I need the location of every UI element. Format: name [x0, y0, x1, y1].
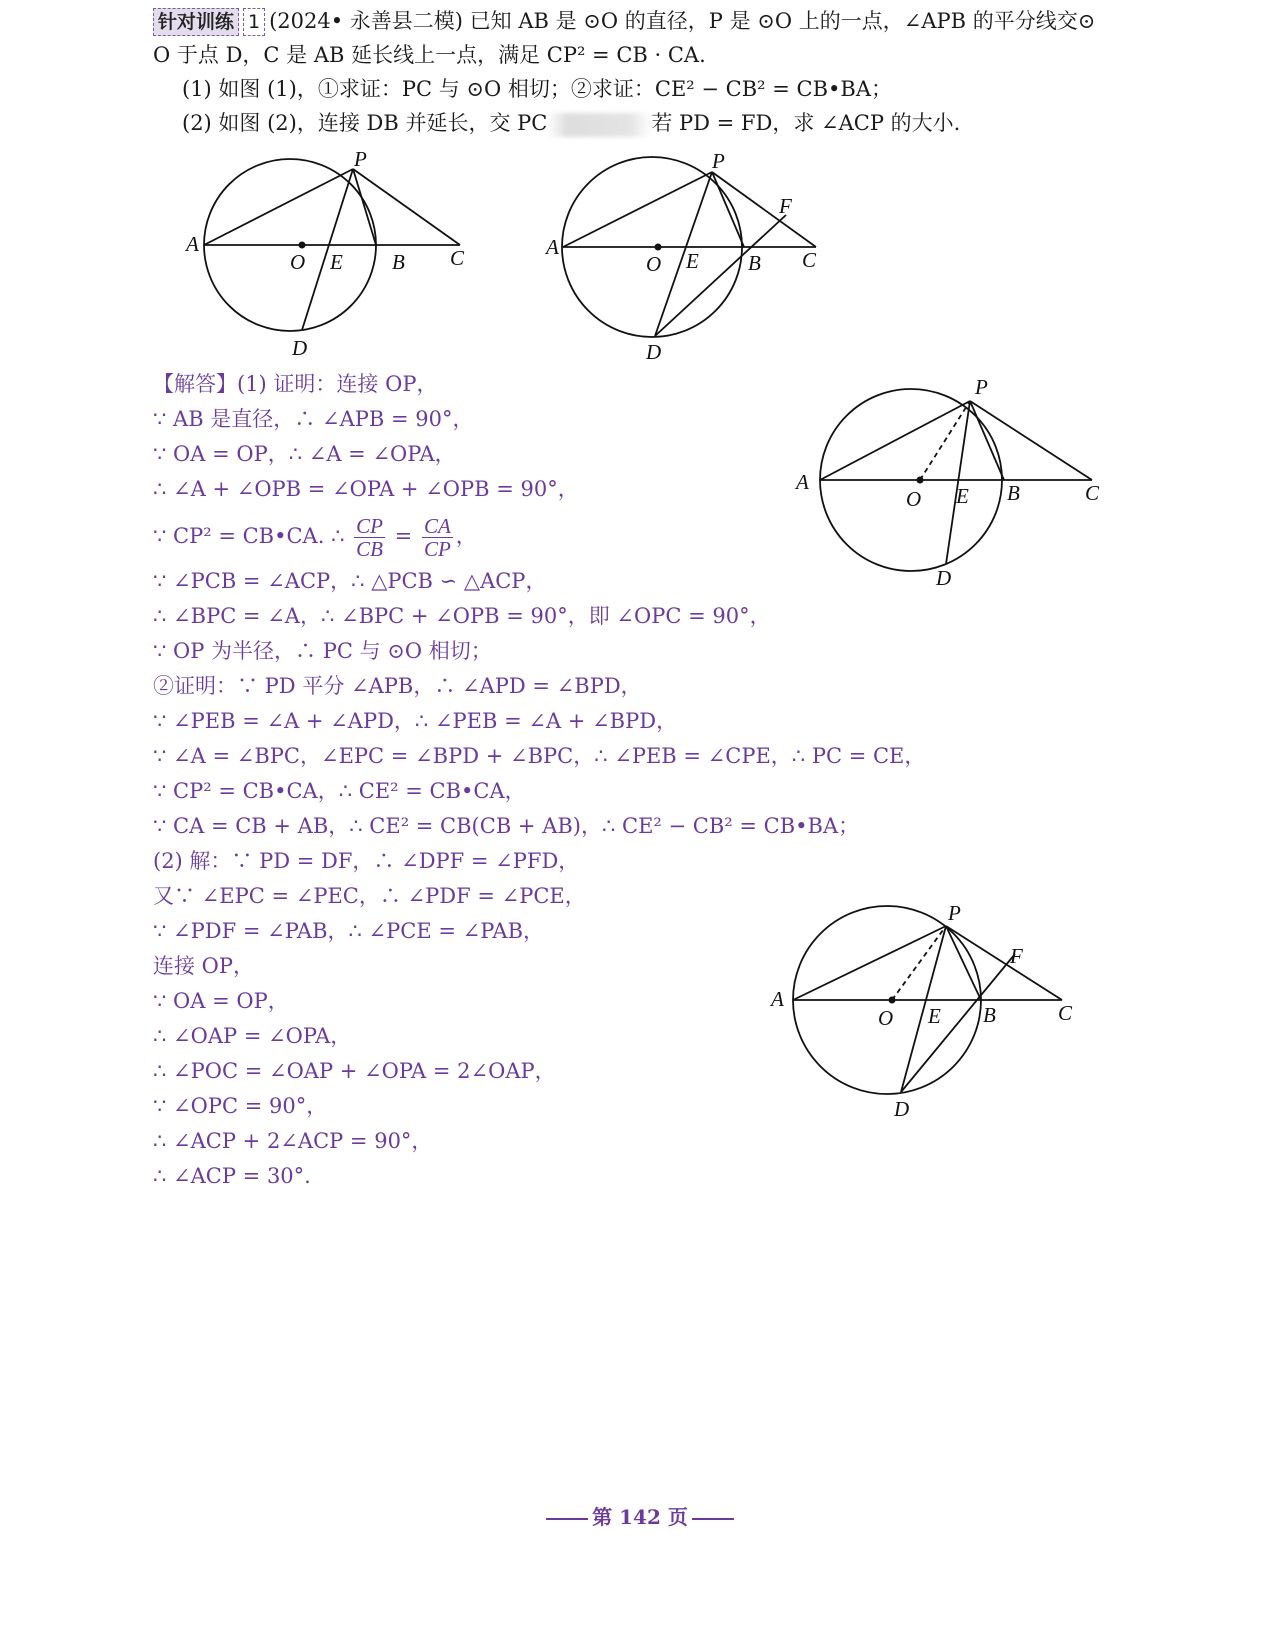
fig2-label-d: D	[646, 340, 662, 364]
question-part-1: (1) 如图 (1)，①求证：PC 与 ⊙O 相切；②求证：CE² − CB² = CB•BA；	[182, 77, 892, 101]
fig4-label-o: O	[878, 1006, 894, 1030]
fig1-label-p: P	[354, 147, 367, 171]
solution-line-17: 连接 OP，	[153, 954, 255, 978]
solution-line-1: 【解答】(1) 证明：连接 OP，	[153, 372, 438, 396]
fig2-label-e: E	[686, 249, 699, 273]
fig3-label-p: P	[975, 375, 988, 399]
solution-line-10: ∵ ∠PEB = ∠A + ∠APD，∴ ∠PEB = ∠A + ∠BPD，	[153, 709, 678, 733]
fig3-label-c: C	[1085, 481, 1100, 505]
solution-line-5: ∵ CP² = CB•CA. ∴ $\frac{CP}{CB}$ = $\frac{CA}{CP}$ ，	[153, 514, 477, 561]
solution-line-7: ∴ ∠BPC = ∠A，∴ ∠BPC + ∠OPB = 90°，即 ∠OPC = 90°，	[153, 604, 771, 628]
fig4-line-op	[892, 926, 946, 1000]
fig1-label-a: A	[186, 232, 199, 256]
solution-header: 【解答】	[153, 372, 237, 396]
fig4-label-c: C	[1058, 1001, 1073, 1025]
fig2-label-o: O	[646, 252, 662, 276]
fraction-cp-cb: $\frac{CP}{CB}$	[356, 514, 383, 561]
footer-rule-right	[692, 1518, 734, 1520]
solution-line-22: ∴ ∠ACP + 2∠ACP = 90°，	[153, 1129, 433, 1153]
solution-line-14: (2) 解：∵ PD = DF，∴ ∠DPF = ∠PFD，	[153, 849, 580, 873]
fig3-label-d: D	[936, 566, 952, 590]
solution-line-15: 又∵ ∠EPC = ∠PEC，∴ ∠PDF = ∠PCE，	[153, 884, 586, 908]
fig2-label-a: A	[546, 235, 559, 259]
solution-line-18: ∵ OA = OP，	[153, 989, 289, 1013]
footer-rule-left	[546, 1518, 588, 1520]
fig1-label-o: O	[290, 250, 306, 274]
solution-line-20: ∴ ∠POC = ∠OAP + ∠OPA = 2∠OAP，	[153, 1059, 556, 1083]
solution-line-16: ∵ ∠PDF = ∠PAB，∴ ∠PCE = ∠PAB，	[153, 919, 545, 943]
fig4-label-a: A	[771, 987, 784, 1011]
solution-line-3: ∵ OA = OP，∴ ∠A = ∠OPA，	[153, 442, 456, 466]
fig4-label-f: F	[1010, 944, 1023, 968]
fig4-line-df	[901, 954, 1015, 1092]
solution-line-13: ∵ CA = CB + AB，∴ CE² = CB(CB + AB)，∴ CE² − CB² = CB•BA；	[153, 814, 860, 838]
fig4-label-p: P	[948, 901, 961, 925]
solution-line-8: ∵ OP 为半径，∴ PC 与 ⊙O 相切；	[153, 639, 492, 663]
solution-line-9: ②证明：∵ PD 平分 ∠APB，∴ ∠APD = ∠BPD，	[153, 674, 642, 698]
solution-line-2: ∵ AB 是直径，∴ ∠APB = 90°，	[153, 407, 474, 431]
fig3-label-b: B	[1007, 481, 1020, 505]
fig2-label-b: B	[748, 251, 761, 275]
fig3-label-e: E	[956, 484, 969, 508]
solution-line-21: ∵ ∠OPC = 90°，	[153, 1094, 328, 1118]
question-number: 1	[243, 8, 265, 36]
fig1-label-c: C	[450, 246, 465, 270]
solution-line-12: ∵ CP² = CB•CA，∴ CE² = CB•CA，	[153, 779, 526, 803]
fig2-label-f: F	[779, 194, 792, 218]
fig4-label-d: D	[894, 1097, 910, 1121]
page-number: 第 142 页	[592, 1505, 688, 1529]
page-footer	[0, 1501, 1280, 1530]
fig4-label-e: E	[928, 1004, 941, 1028]
question-text-2: O 于点 D，C 是 AB 延长线上一点，满足 CP² = CB · CA.	[153, 43, 706, 67]
solution-line-19: ∴ ∠OAP = ∠OPA，	[153, 1024, 352, 1048]
fig3-label-a: A	[796, 470, 809, 494]
practice-tag: 针对训练	[153, 8, 239, 36]
fig3-label-o: O	[906, 487, 922, 511]
fig4-center-dot	[889, 997, 896, 1004]
question-text-1: (2024• 永善县二模) 已知 AB 是 ⊙O 的直径，P 是 ⊙O 上的一点，∠APB 的平分线交⊙	[269, 9, 1096, 33]
solution-line-11: ∵ ∠A = ∠BPC，∠EPC = ∠BPD + ∠BPC，∴ ∠PEB = ∠CPE，∴ PC = CE，	[153, 744, 926, 768]
fig1-label-e: E	[330, 250, 343, 274]
fraction-ca-cp: $\frac{CA}{CP}$	[423, 514, 451, 561]
fig2-label-c: C	[802, 248, 817, 272]
solution-line-4: ∴ ∠A + ∠OPB = ∠OPA + ∠OPB = 90°，	[153, 477, 579, 501]
solution-line-23: ∴ ∠ACP = 30°.	[153, 1164, 311, 1188]
fig4-label-b: B	[983, 1003, 996, 1027]
fig2-label-p: P	[712, 149, 725, 173]
fig1-label-b: B	[392, 250, 405, 274]
question-part-2: (2) 如图 (2)，连接 DB 并延长，交 PC 若 PD = FD，求 ∠ACP 的大小.	[182, 111, 961, 135]
fig1-label-d: D	[292, 336, 308, 360]
solution-line-6: ∵ ∠PCB = ∠ACP，∴ △PCB ∽ △ACP，	[153, 569, 547, 593]
